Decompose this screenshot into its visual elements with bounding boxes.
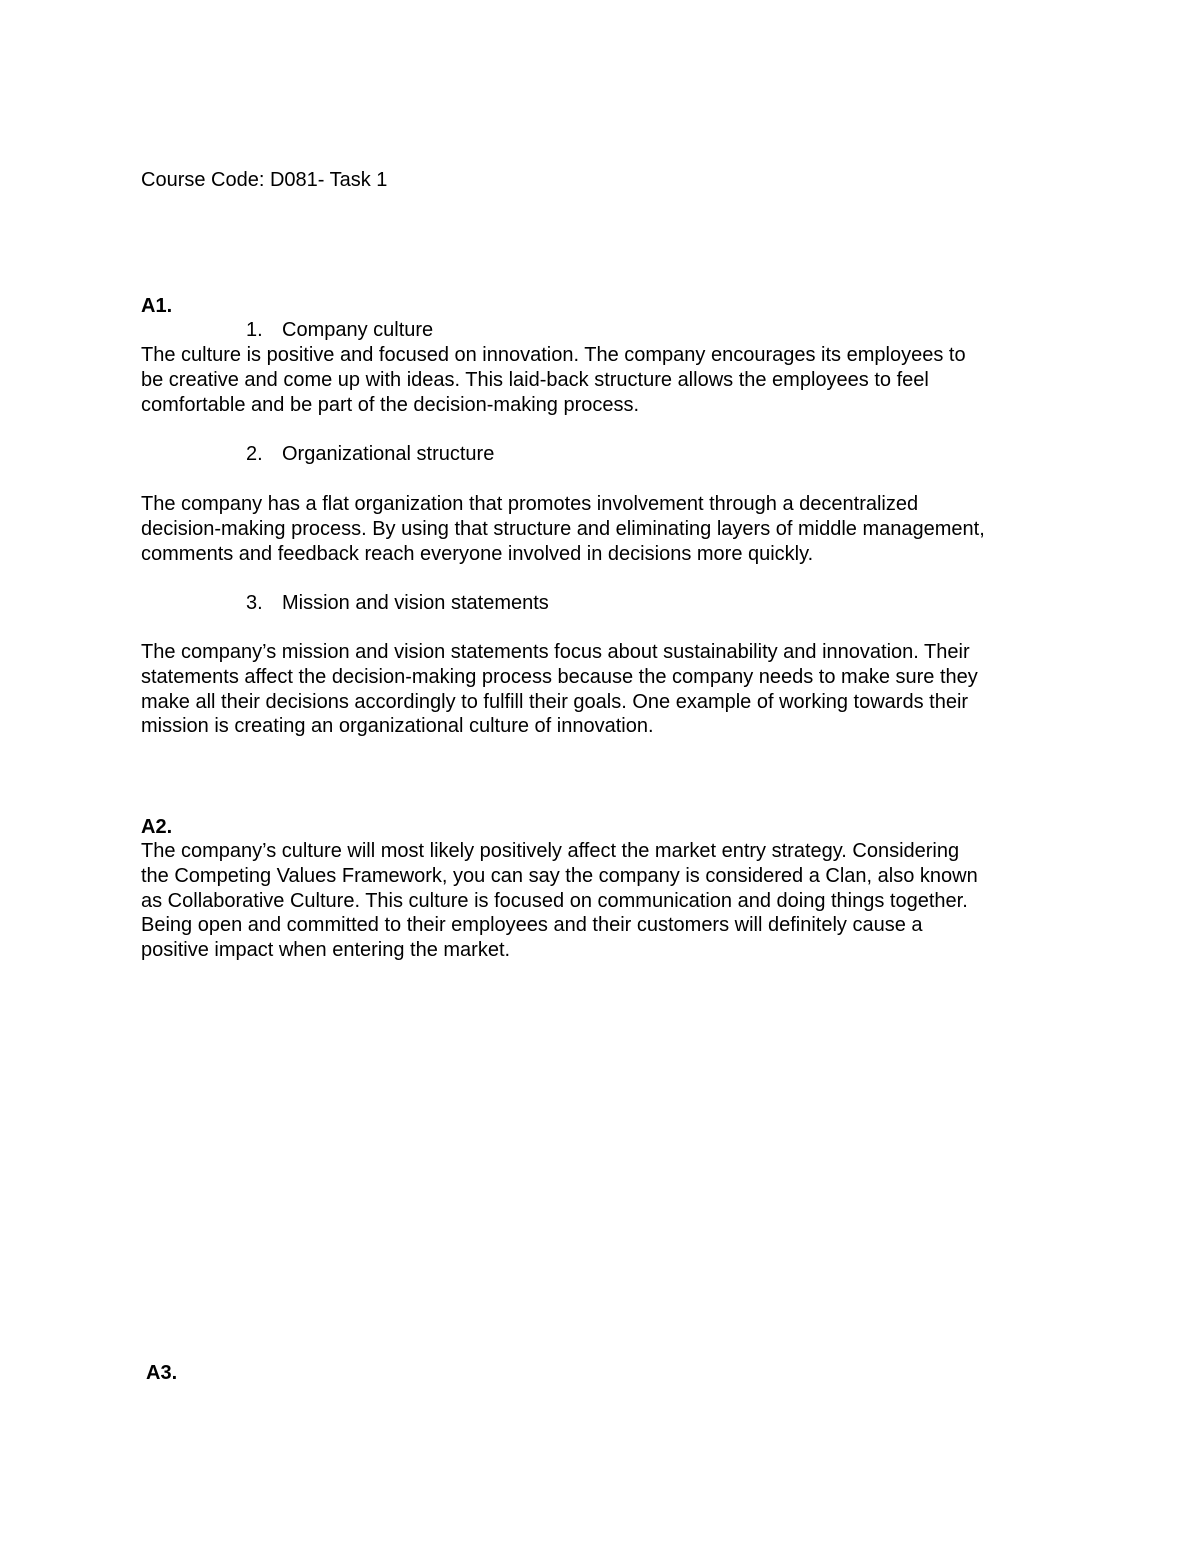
paragraph-line: statements affect the decision-making process because the company needs to make sure they — [141, 665, 978, 688]
list-item-company-culture — [246, 318, 433, 343]
list-number: 2. — [246, 443, 263, 465]
paragraph-line: mission is creating an organizational culture of innovation. — [141, 715, 654, 738]
paragraph-line: The culture is positive and focused on innovation. The company encourages its employees to — [141, 344, 966, 366]
paragraph-mission-vision — [141, 640, 1101, 739]
paragraph-line: comments and feedback reach everyone involved in decisions more quickly. — [141, 542, 814, 565]
section-heading-a2: A2. — [141, 816, 173, 838]
list-item-title: Company culture — [282, 319, 434, 341]
paragraph-line: The company has a flat organization that promotes involvement through a decentralized — [141, 493, 919, 515]
paragraph-line: be creative and come up with ideas. This laid-back structure allows the employees to feel — [141, 368, 929, 391]
course-code: Course Code: D081- Task 1 — [141, 169, 388, 191]
paragraph-company-culture — [141, 343, 1101, 417]
section-heading-a3: A3. — [146, 1362, 178, 1384]
paragraph-line: decision-making process. By using that structure and eliminating layers of middle management, — [141, 517, 985, 540]
paragraph-line: The company’s culture will most likely positively affect the market entry strategy. Considering — [141, 840, 960, 862]
list-item-organizational-structure — [246, 442, 494, 467]
list-number: 1. — [246, 319, 263, 341]
paragraph-a2 — [141, 839, 1101, 963]
section-heading-a1: A1. — [141, 295, 173, 317]
list-item-mission-vision — [246, 591, 549, 616]
paragraph-line: The company’s mission and vision statements focus about sustainability and innovation. Their — [141, 641, 970, 663]
paragraph-line: the Competing Values Framework, you can say the company is considered a Clan, also known — [141, 864, 978, 887]
paragraph-line: comfortable and be part of the decision-making process. — [141, 393, 640, 416]
list-number: 3. — [246, 592, 263, 614]
paragraph-line: positive impact when entering the market. — [141, 939, 511, 962]
list-item-title: Organizational structure — [282, 443, 495, 465]
paragraph-line: as Collaborative Culture. This culture is focused on communication and doing things together. — [141, 889, 968, 912]
paragraph-line: Being open and committed to their employees and their customers will definitely cause a — [141, 914, 923, 937]
list-item-title: Mission and vision statements — [282, 592, 549, 614]
paragraph-organizational-structure — [141, 492, 1101, 566]
paragraph-line: make all their decisions accordingly to fulfill their goals. One example of working towards their — [141, 690, 969, 713]
